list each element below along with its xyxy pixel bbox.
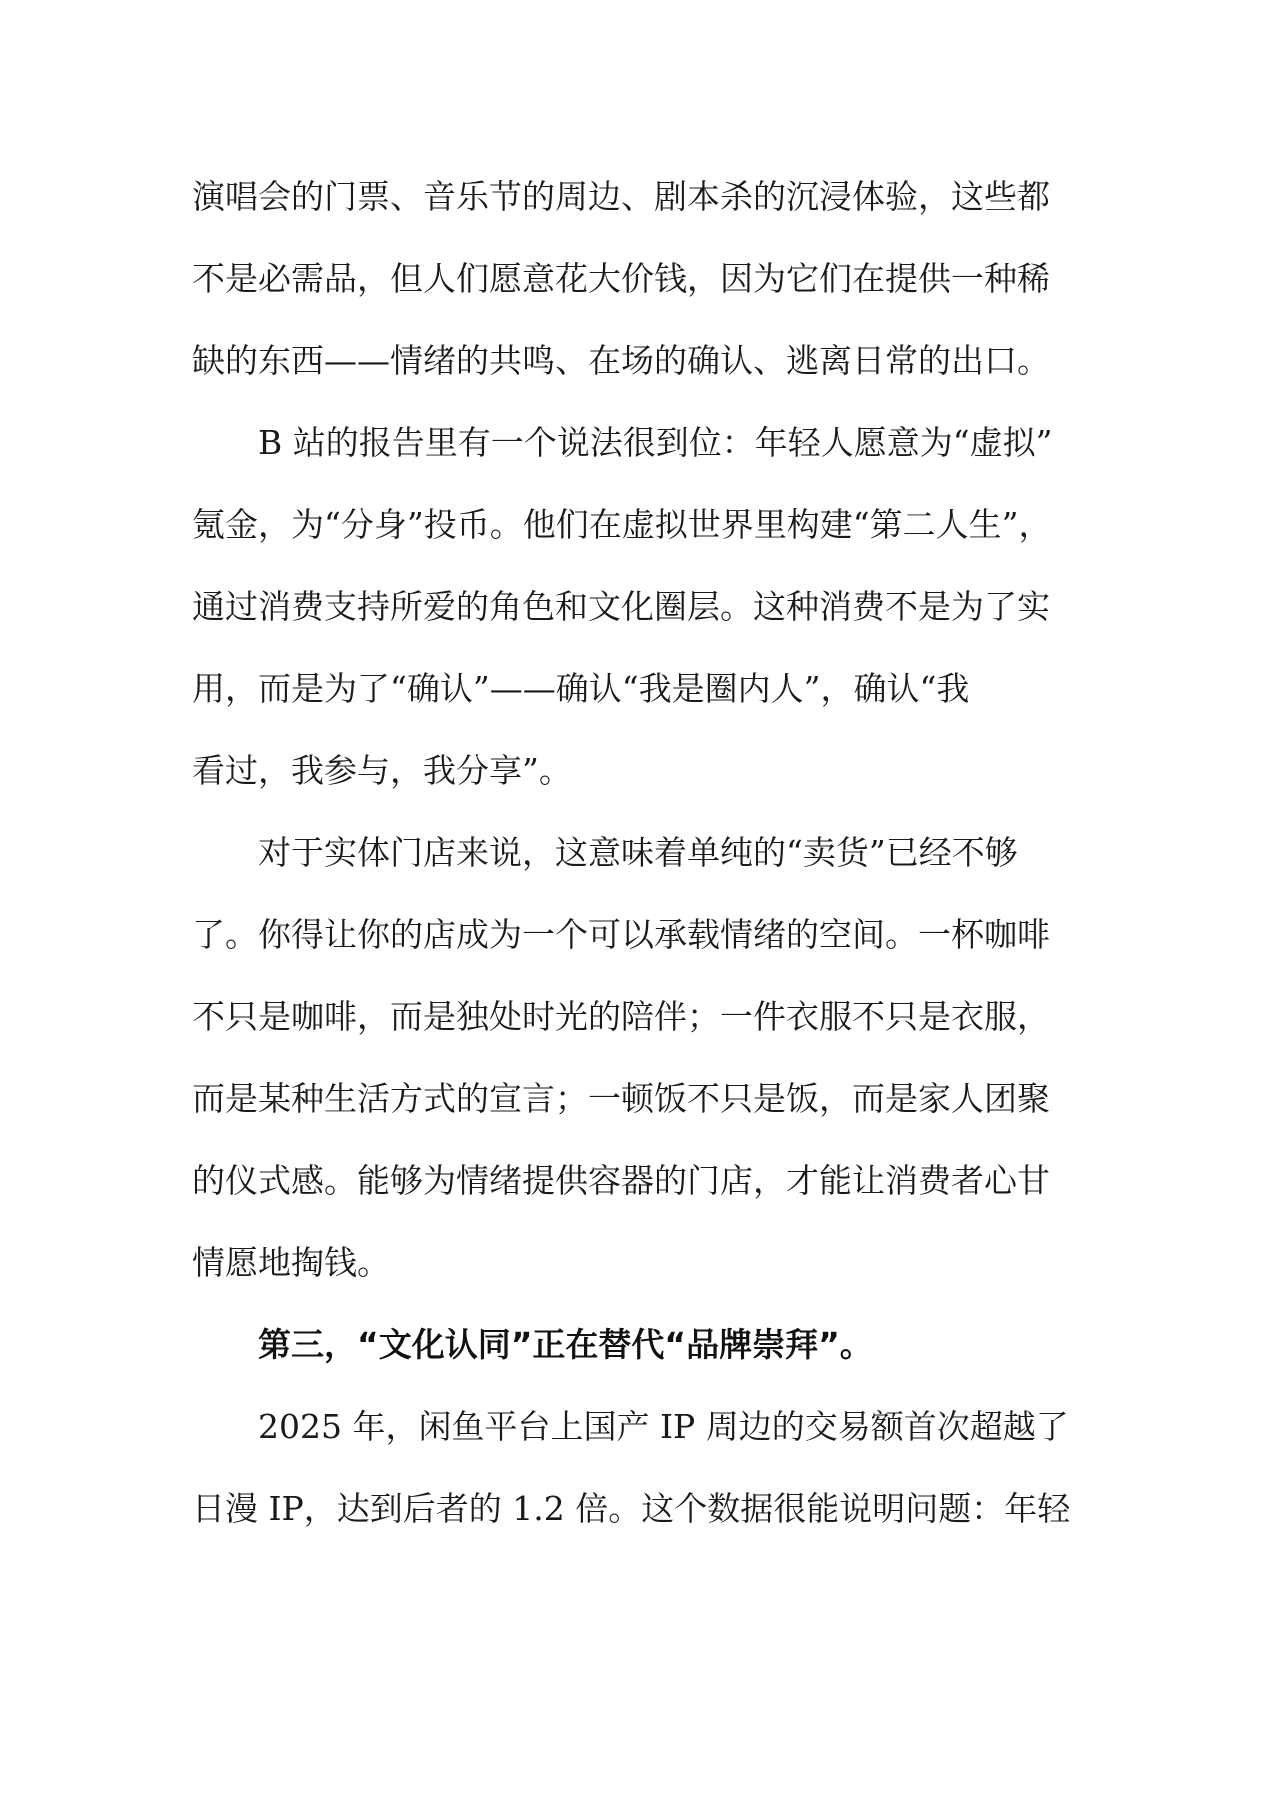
text-line xyxy=(192,177,1080,217)
text-line xyxy=(192,505,1051,545)
text-line xyxy=(258,423,1052,463)
text-line xyxy=(192,915,1050,955)
line-text: 看过，我参与，我分享”。 xyxy=(192,751,572,790)
text-line xyxy=(192,1079,1050,1119)
text-line xyxy=(192,1161,1050,1201)
line-text: 通过消费支持所爱的角色和文化圈层。这种消费不是为了实 xyxy=(192,587,1050,626)
text-line xyxy=(258,833,1018,873)
line-text: 对于实体门店来说，这意味着单纯的“卖货”已经不够 xyxy=(258,833,1018,872)
line-text: 情愿地掏钱。 xyxy=(192,1243,390,1282)
line-text: 不是必需品，但人们愿意花大价钱，因为它们在提供一种稀 xyxy=(192,259,1050,298)
section-heading xyxy=(258,1325,873,1365)
line-text: 的仪式感。能够为情绪提供容器的门店，才能让消费者心甘 xyxy=(192,1161,1050,1200)
line-text: B 站的报告里有一个说法很到位：年轻人愿意为“虚拟” xyxy=(258,423,1053,462)
text-line xyxy=(192,997,1050,1037)
text-line xyxy=(192,751,572,791)
line-text: 日漫 IP，达到后者的 1.2 倍。这个数据很能说明问题：年轻 xyxy=(192,1489,1071,1528)
text-line xyxy=(192,259,1080,299)
line-text: 氪金，为“分身”投币。他们在虚拟世界里构建“第二人生”， xyxy=(192,505,1052,544)
text-line xyxy=(192,669,969,709)
text-line xyxy=(192,341,1050,381)
heading-text: 第三，“文化认同”正在替代“品牌崇拜”。 xyxy=(258,1325,873,1364)
line-text: 演唱会的门票、音乐节的周边、剧本杀的沉浸体验，这些都 xyxy=(192,177,1050,216)
line-text: 用，而是为了“确认”——确认“我是圈内人”，确认“我 xyxy=(192,669,970,708)
line-text: 而是某种生活方式的宣言；一顿饭不只是饭，而是家人团聚 xyxy=(192,1079,1050,1118)
text-line xyxy=(192,1489,1070,1529)
line-text: 2025 年，闲鱼平台上国产 IP 周边的交易额首次超越了 xyxy=(258,1407,1069,1446)
line-text: 缺的东西——情绪的共鸣、在场的确认、逃离日常的出口。 xyxy=(192,341,1050,380)
line-text: 不只是咖啡，而是独处时光的陪伴；一件衣服不只是衣服， xyxy=(192,997,1050,1036)
text-line xyxy=(192,587,1050,627)
text-line xyxy=(258,1407,1069,1447)
line-text: 了。你得让你的店成为一个可以承载情绪的空间。一杯咖啡 xyxy=(192,915,1050,954)
text-line xyxy=(192,1243,390,1283)
